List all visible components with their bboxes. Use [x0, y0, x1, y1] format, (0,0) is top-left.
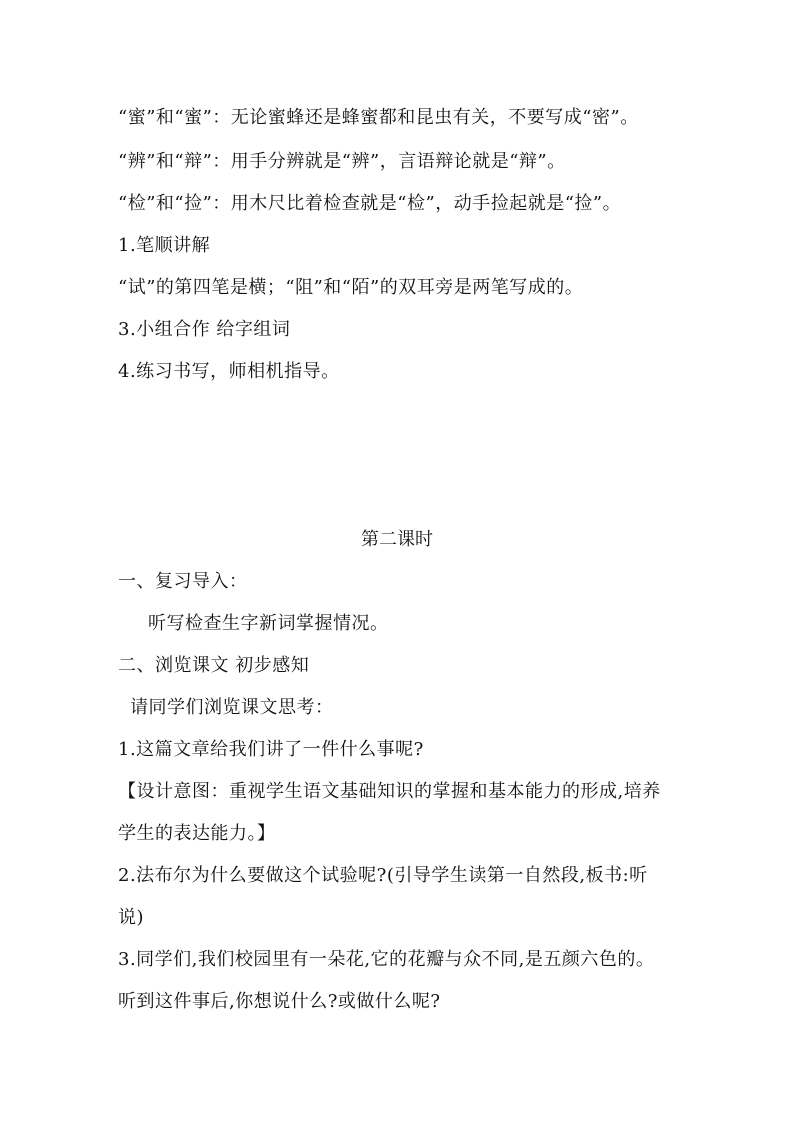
text-line: 2.法布尔为什么要做这个试验呢?(引导学生读第一自然段,板书:听	[118, 865, 648, 886]
text-line: 4.练习书写，师相机指导。	[118, 361, 340, 382]
lesson-title: 第二课时	[361, 529, 433, 550]
text-line: 【设计意图：重视学生语文基础知识的掌握和基本能力的形成,培养	[118, 781, 661, 802]
text-line: 3.同学们,我们校园里有一朵花,它的花瓣与众不同,是五颜六色的。	[118, 949, 655, 970]
text-line: 二、浏览课文 初步感知	[118, 655, 310, 676]
text-line: 听写检查生字新词掌握情况。	[148, 613, 389, 634]
text-line: 请同学们浏览课文思考：	[130, 697, 334, 718]
text-line: 听到这件事后,你想说什么?或做什么呢?	[118, 991, 441, 1012]
text-line: 1.这篇文章给我们讲了一件什么事呢?	[118, 739, 424, 760]
text-line: 一、复习导入：	[118, 571, 248, 592]
text-line: 1.笔顺讲解	[118, 235, 211, 256]
text-line: “辨”和“辩”：用手分辨就是“辨”，言语辩论就是“辩”。	[118, 151, 566, 172]
text-line: 说)	[118, 907, 145, 928]
text-line: “蜜”和“蜜”：无论蜜蜂还是蜂蜜都和昆虫有关，不要写成“密”。	[118, 107, 639, 128]
text-line: 3.小组合作 给字组词	[118, 319, 291, 340]
text-line: “检”和“捡”：用木尺比着检查就是“检”，动手捡起就是“捡”。	[118, 193, 622, 214]
text-line: “试”的第四笔是横；“阻”和“陌”的双耳旁是两笔写成的。	[118, 277, 584, 298]
text-line: 学生的表达能力。】	[118, 823, 276, 844]
